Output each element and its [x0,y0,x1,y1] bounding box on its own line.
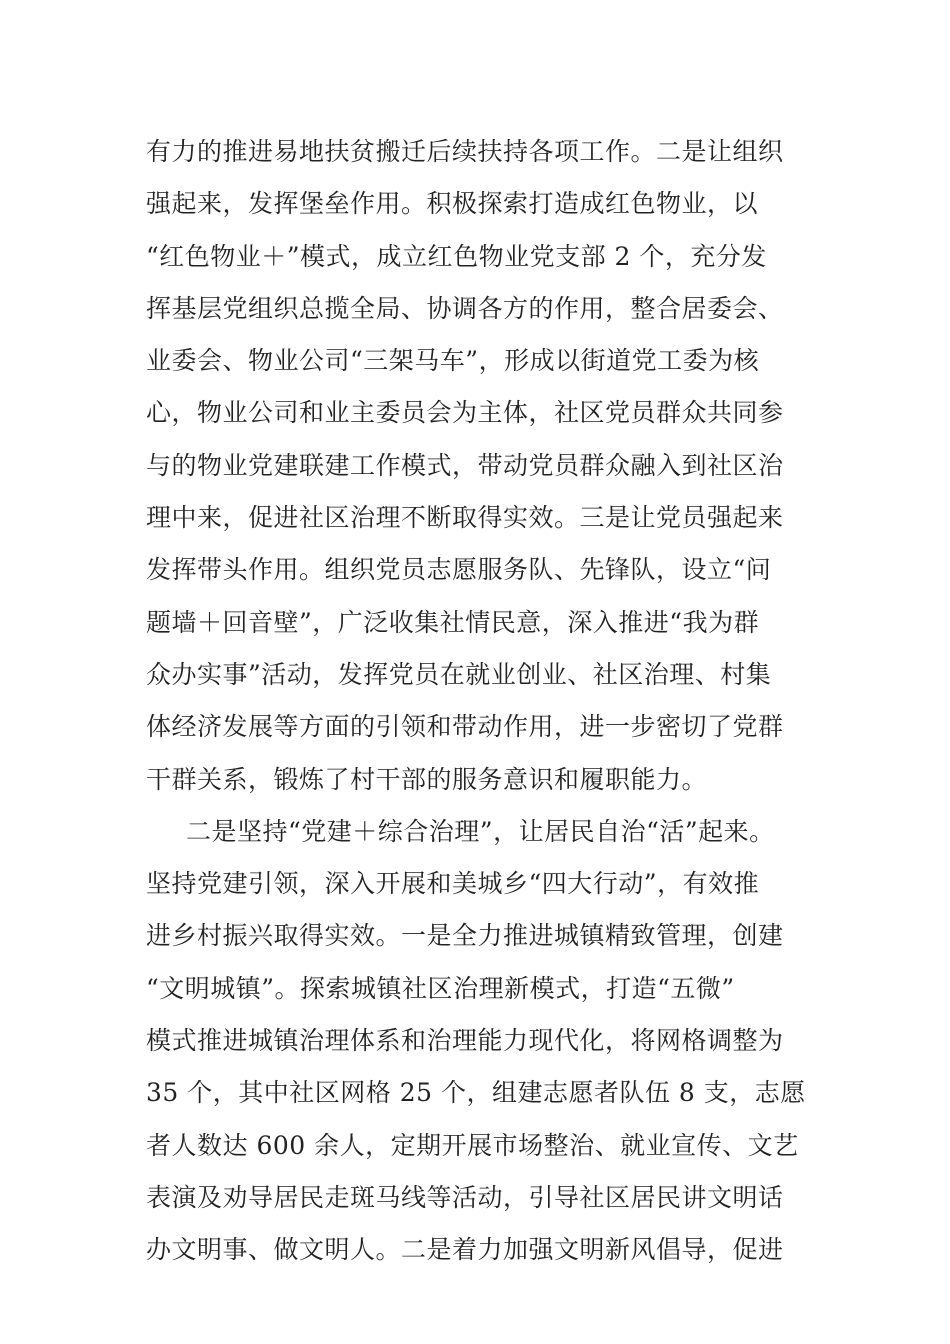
text-line: 题墙＋回音壁”，广泛收集社情民意，深入推进“我为群 [146,607,760,637]
text-line: 模式推进城镇治理体系和治理能力现代化，将网格调整为 [146,1026,784,1056]
text-line: 者人数达 600 余人，定期开展市场整治、就业宣传、文艺 [146,1130,799,1160]
text-line: 干群关系，锻炼了村干部的服务意识和履职能力。 [146,764,708,794]
text-line: 表演及劝导居民走斑马线等活动，引导社区居民讲文明话 [146,1182,784,1212]
text-line: “红色物业＋”模式，成立红色物业党支部 2 个，充分发 [146,241,767,271]
text-line: 发挥带头作用。组织党员志愿服务队、先锋队，设立“问 [146,555,772,585]
text-line: 挥基层党组织总揽全局、协调各方的作用，整合居委会、 [146,293,784,323]
text-line: 体经济发展等方面的引领和带动作用，进一步密切了党群 [146,712,784,742]
text-line: 与的物业党建联建工作模式，带动党员群众融入到社区治 [146,450,784,480]
body-text [146,126,846,1277]
text-line: 众办实事”活动，发挥党员在就业创业、社区治理、村集 [146,659,772,689]
text-line: 进乡村振兴取得实效。一是全力推进城镇精致管理，创建 [146,921,784,951]
text-line: 坚持党建引领，深入开展和美城乡“四大行动”，有效推 [146,869,760,899]
text-line: 理中来，促进社区治理不断取得实效。三是让党员强起来 [146,503,784,533]
paragraph-start-line: 二是坚持“党建＋综合治理”，让居民自治“活”起来。 [186,816,775,846]
text-line: 办文明事、做文明人。二是着力加强文明新风倡导，促进 [146,1235,784,1265]
text-line: “文明城镇”。探索城镇社区治理新模式，打造“五微” [146,973,735,1003]
text-line: 有力的推进易地扶贫搬迁后续扶持各项工作。二是让组织 [146,137,784,166]
text-line: 业委会、物业公司“三架马车”，形成以街道党工委为核 [146,346,760,376]
text-line: 35 个，其中社区网格 25 个，组建志愿者队伍 8 支，志愿 [146,1078,806,1108]
text-line: 强起来，发挥堡垒作用。积极探索打造成红色物业，以 [146,189,759,219]
text-line: 心，物业公司和业主委员会为主体，社区党员群众共同参 [146,398,784,428]
